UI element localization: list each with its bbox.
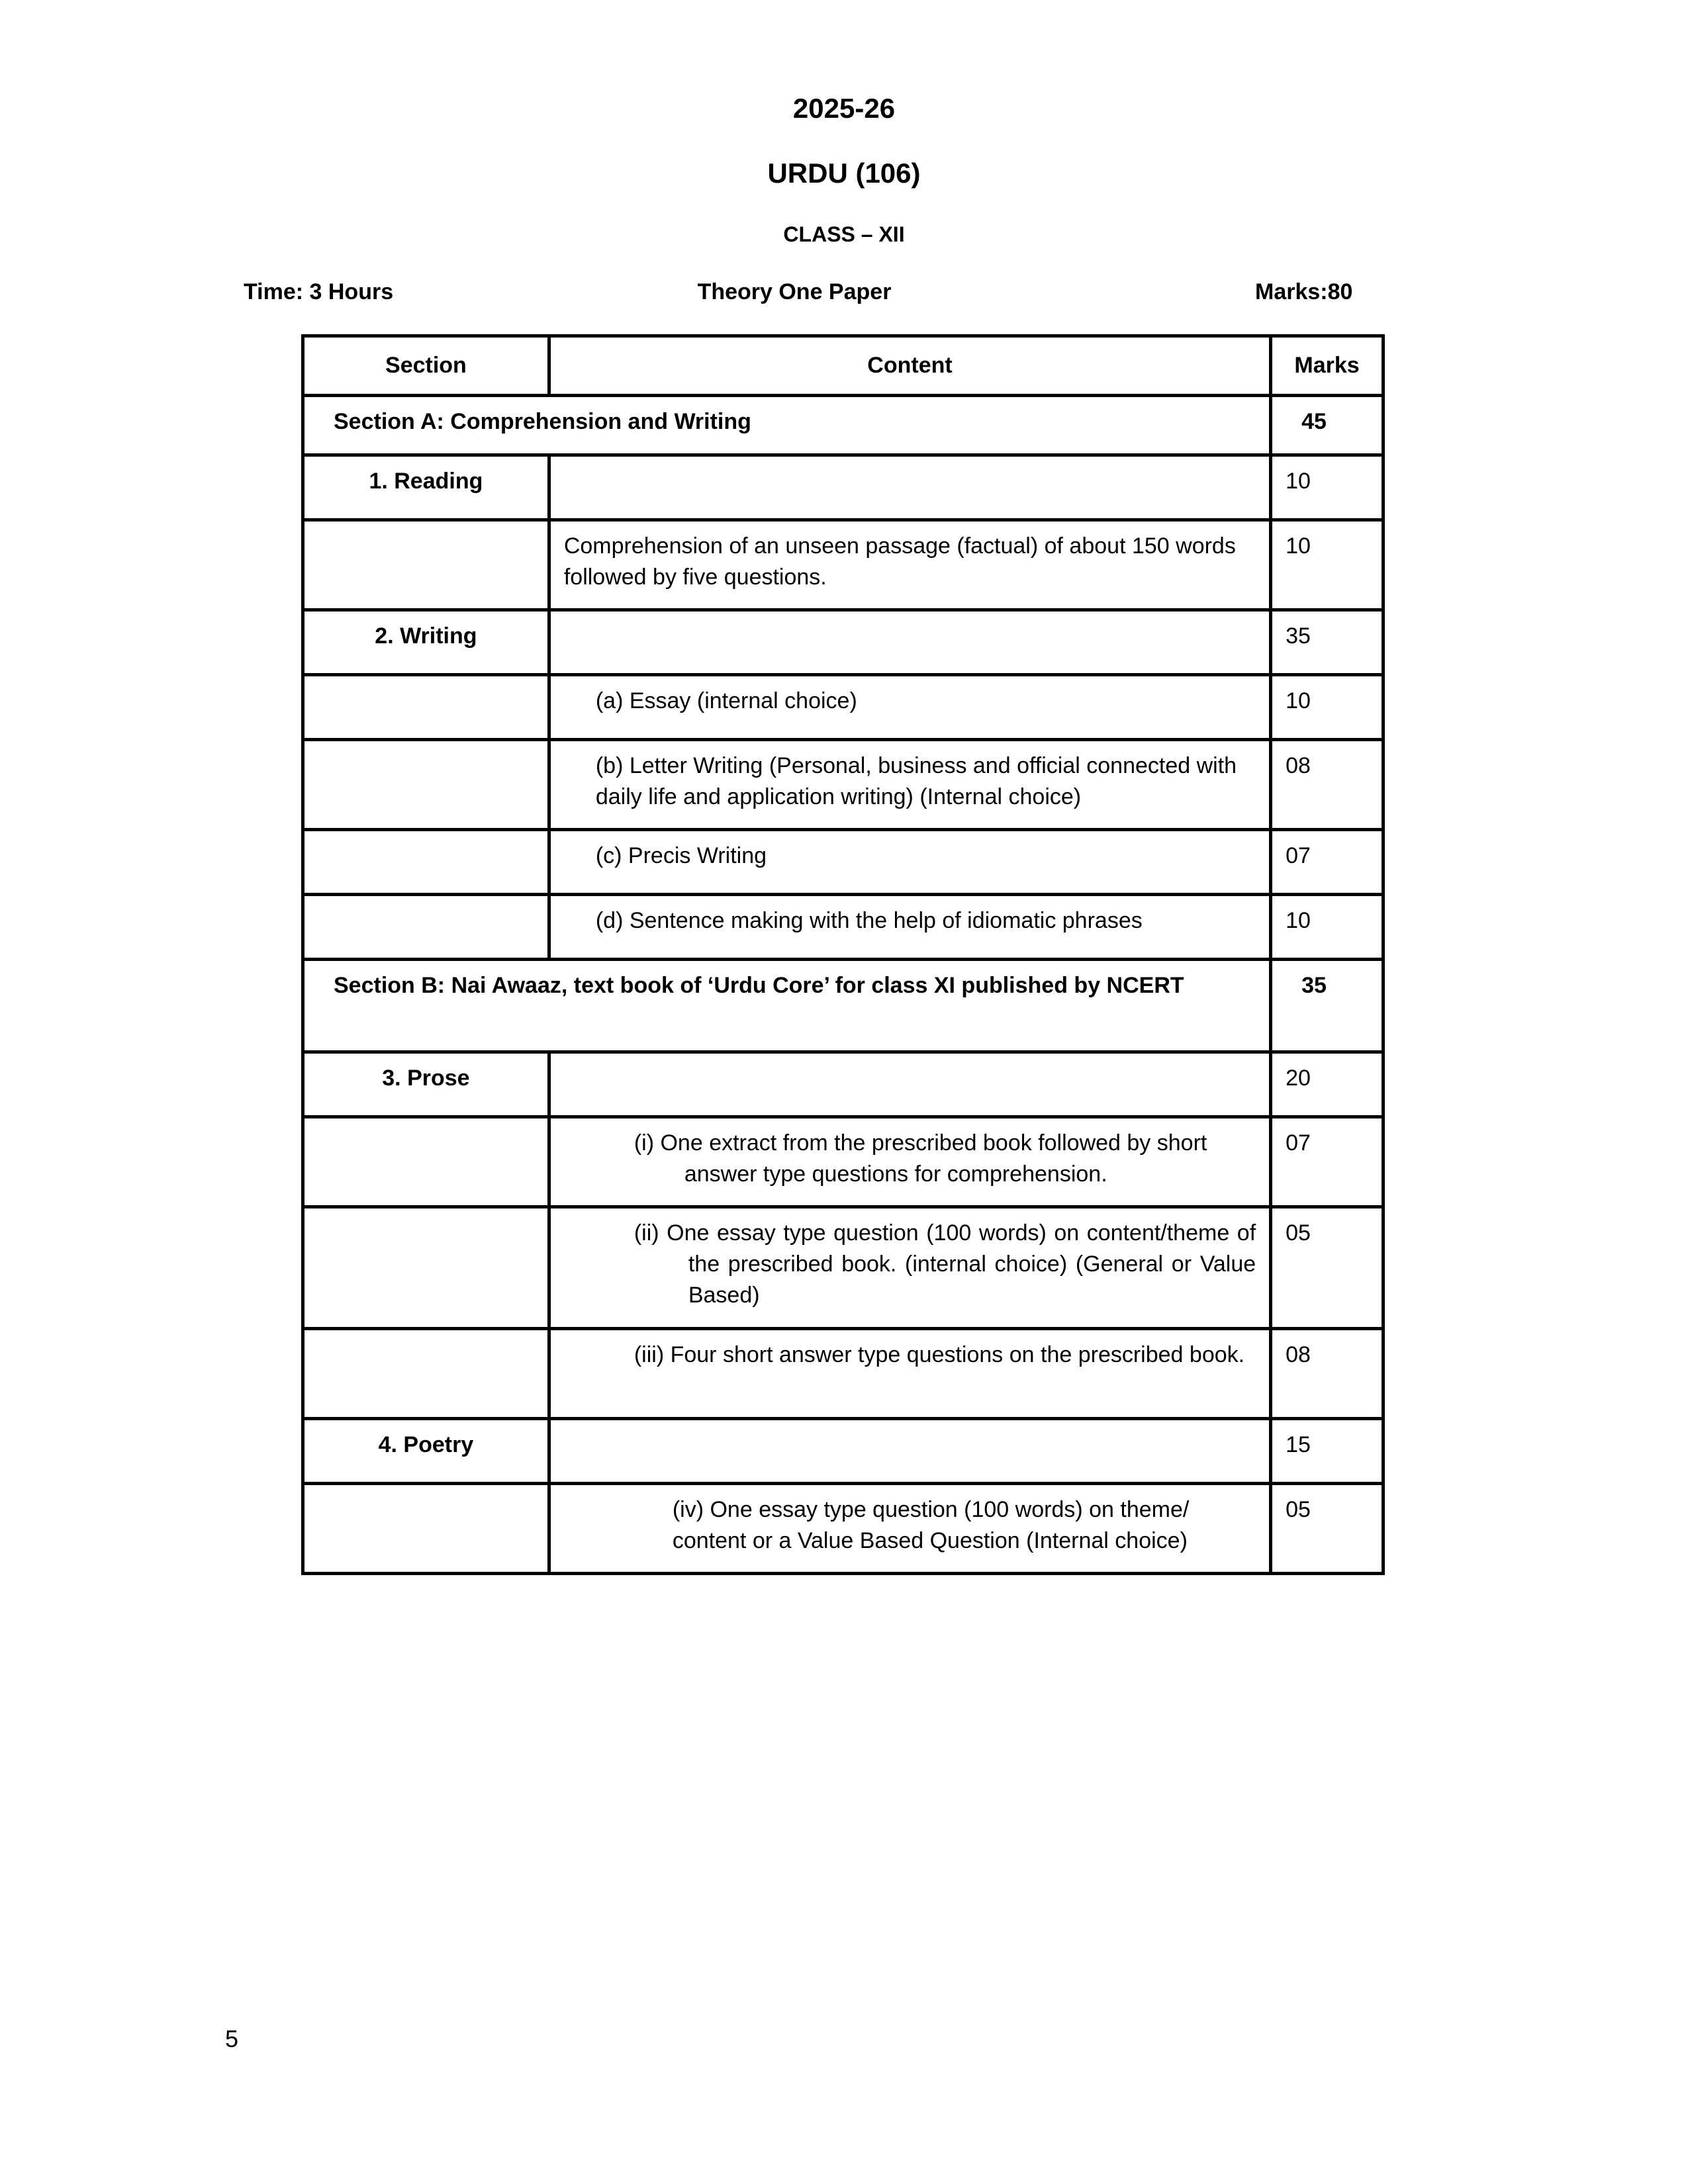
total-marks-label: Marks:80 (1255, 279, 1353, 304)
empty-section-cell (303, 1329, 549, 1419)
poetry-row (303, 1419, 1383, 1484)
syllabus-table (301, 334, 1385, 1575)
writing-item-a-text: (a) Essay (internal choice) (549, 675, 1270, 740)
section-a-marks: 45 (1271, 396, 1383, 455)
poetry-label: 4. Poetry (303, 1419, 549, 1484)
reading-item-row (303, 520, 1383, 610)
writing-item-b-marks: 08 (1271, 740, 1383, 830)
section-a-title: Section A: Comprehension and Writing (303, 396, 1271, 455)
writing-item-b-row (303, 740, 1383, 830)
time-label: Time: 3 Hours (244, 279, 394, 304)
header-marks: Marks (1271, 336, 1383, 396)
poetry-marks: 15 (1271, 1419, 1383, 1484)
writing-item-d-text: (d) Sentence making with the help of idiomatic phrases (549, 895, 1270, 960)
empty-section-cell (303, 675, 549, 740)
empty-section-cell (303, 1117, 549, 1207)
section-a-row (303, 396, 1383, 455)
page-number: 5 (225, 2025, 239, 2052)
prose-item-i-row (303, 1117, 1383, 1207)
writing-item-d-row (303, 895, 1383, 960)
writing-item-a-marks: 10 (1271, 675, 1383, 740)
poetry-item-iv-text: (iv) One essay type question (100 words) on theme/ content or a Value Based Question (Internal choice) (549, 1484, 1270, 1574)
prose-item-ii-row (303, 1207, 1383, 1329)
writing-item-a-row (303, 675, 1383, 740)
reading-label: 1. Reading (303, 455, 549, 520)
header-content: Content (549, 336, 1270, 396)
writing-item-b-text: (b) Letter Writing (Personal, business and official connected with daily life and application writing) (Internal choice) (549, 740, 1270, 830)
reading-item-text: Comprehension of an unseen passage (factual) of about 150 words followed by five questions. (549, 520, 1270, 610)
prose-item-i-cell (549, 1117, 1270, 1207)
prose-item-iii-marks: 08 (1271, 1329, 1383, 1419)
poetry-item-iv-row (303, 1484, 1383, 1574)
empty-section-cell (303, 895, 549, 960)
prose-item-ii-text: (ii) One essay type question (100 words) on content/theme of the prescribed book. (internal choice) (General or Value Based) (633, 1220, 1256, 1308)
table-header-row (303, 336, 1383, 396)
document-year: 2025-26 (792, 93, 896, 124)
writing-item-c-row (303, 830, 1383, 895)
prose-item-i-text: (i) One extract from the prescribed book followed by short answer type questions for comprehension. (633, 1130, 1207, 1187)
reading-item-marks: 10 (1271, 520, 1383, 610)
reading-row (303, 455, 1383, 520)
writing-row (303, 610, 1383, 675)
prose-row (303, 1052, 1383, 1117)
empty-section-cell (303, 520, 549, 610)
poetry-content-empty (549, 1419, 1270, 1484)
paper-label: Theory One Paper (697, 279, 892, 304)
prose-item-iii-cell (549, 1329, 1270, 1419)
prose-content-empty (549, 1052, 1270, 1117)
poetry-item-iv-marks: 05 (1271, 1484, 1383, 1574)
writing-item-c-text: (c) Precis Writing (549, 830, 1270, 895)
header-section: Section (303, 336, 549, 396)
prose-label: 3. Prose (303, 1052, 549, 1117)
writing-item-c-marks: 07 (1271, 830, 1383, 895)
writing-label: 2. Writing (303, 610, 549, 675)
writing-content-empty (549, 610, 1270, 675)
writing-item-d-marks: 10 (1271, 895, 1383, 960)
section-b-marks: 35 (1271, 960, 1383, 1052)
empty-section-cell (303, 830, 549, 895)
reading-marks: 10 (1271, 455, 1383, 520)
prose-marks: 20 (1271, 1052, 1383, 1117)
prose-item-ii-marks: 05 (1271, 1207, 1383, 1329)
prose-item-i-marks: 07 (1271, 1117, 1383, 1207)
prose-item-iii-row (303, 1329, 1383, 1419)
empty-section-cell (303, 1484, 549, 1574)
section-b-row (303, 960, 1383, 1052)
section-b-title: Section B: Nai Awaaz, text book of ‘Urdu Core’ for class XI published by NCERT (303, 960, 1271, 1052)
class-label: CLASS – XII (783, 222, 905, 246)
prose-item-ii-cell (549, 1207, 1270, 1329)
prose-item-iii-text: (iii) Four short answer type questions on the prescribed book. (633, 1342, 1245, 1367)
empty-section-cell (303, 740, 549, 830)
empty-section-cell (303, 1207, 549, 1329)
reading-content-empty (549, 455, 1270, 520)
writing-marks: 35 (1271, 610, 1383, 675)
subject-title: URDU (106) (767, 158, 921, 189)
